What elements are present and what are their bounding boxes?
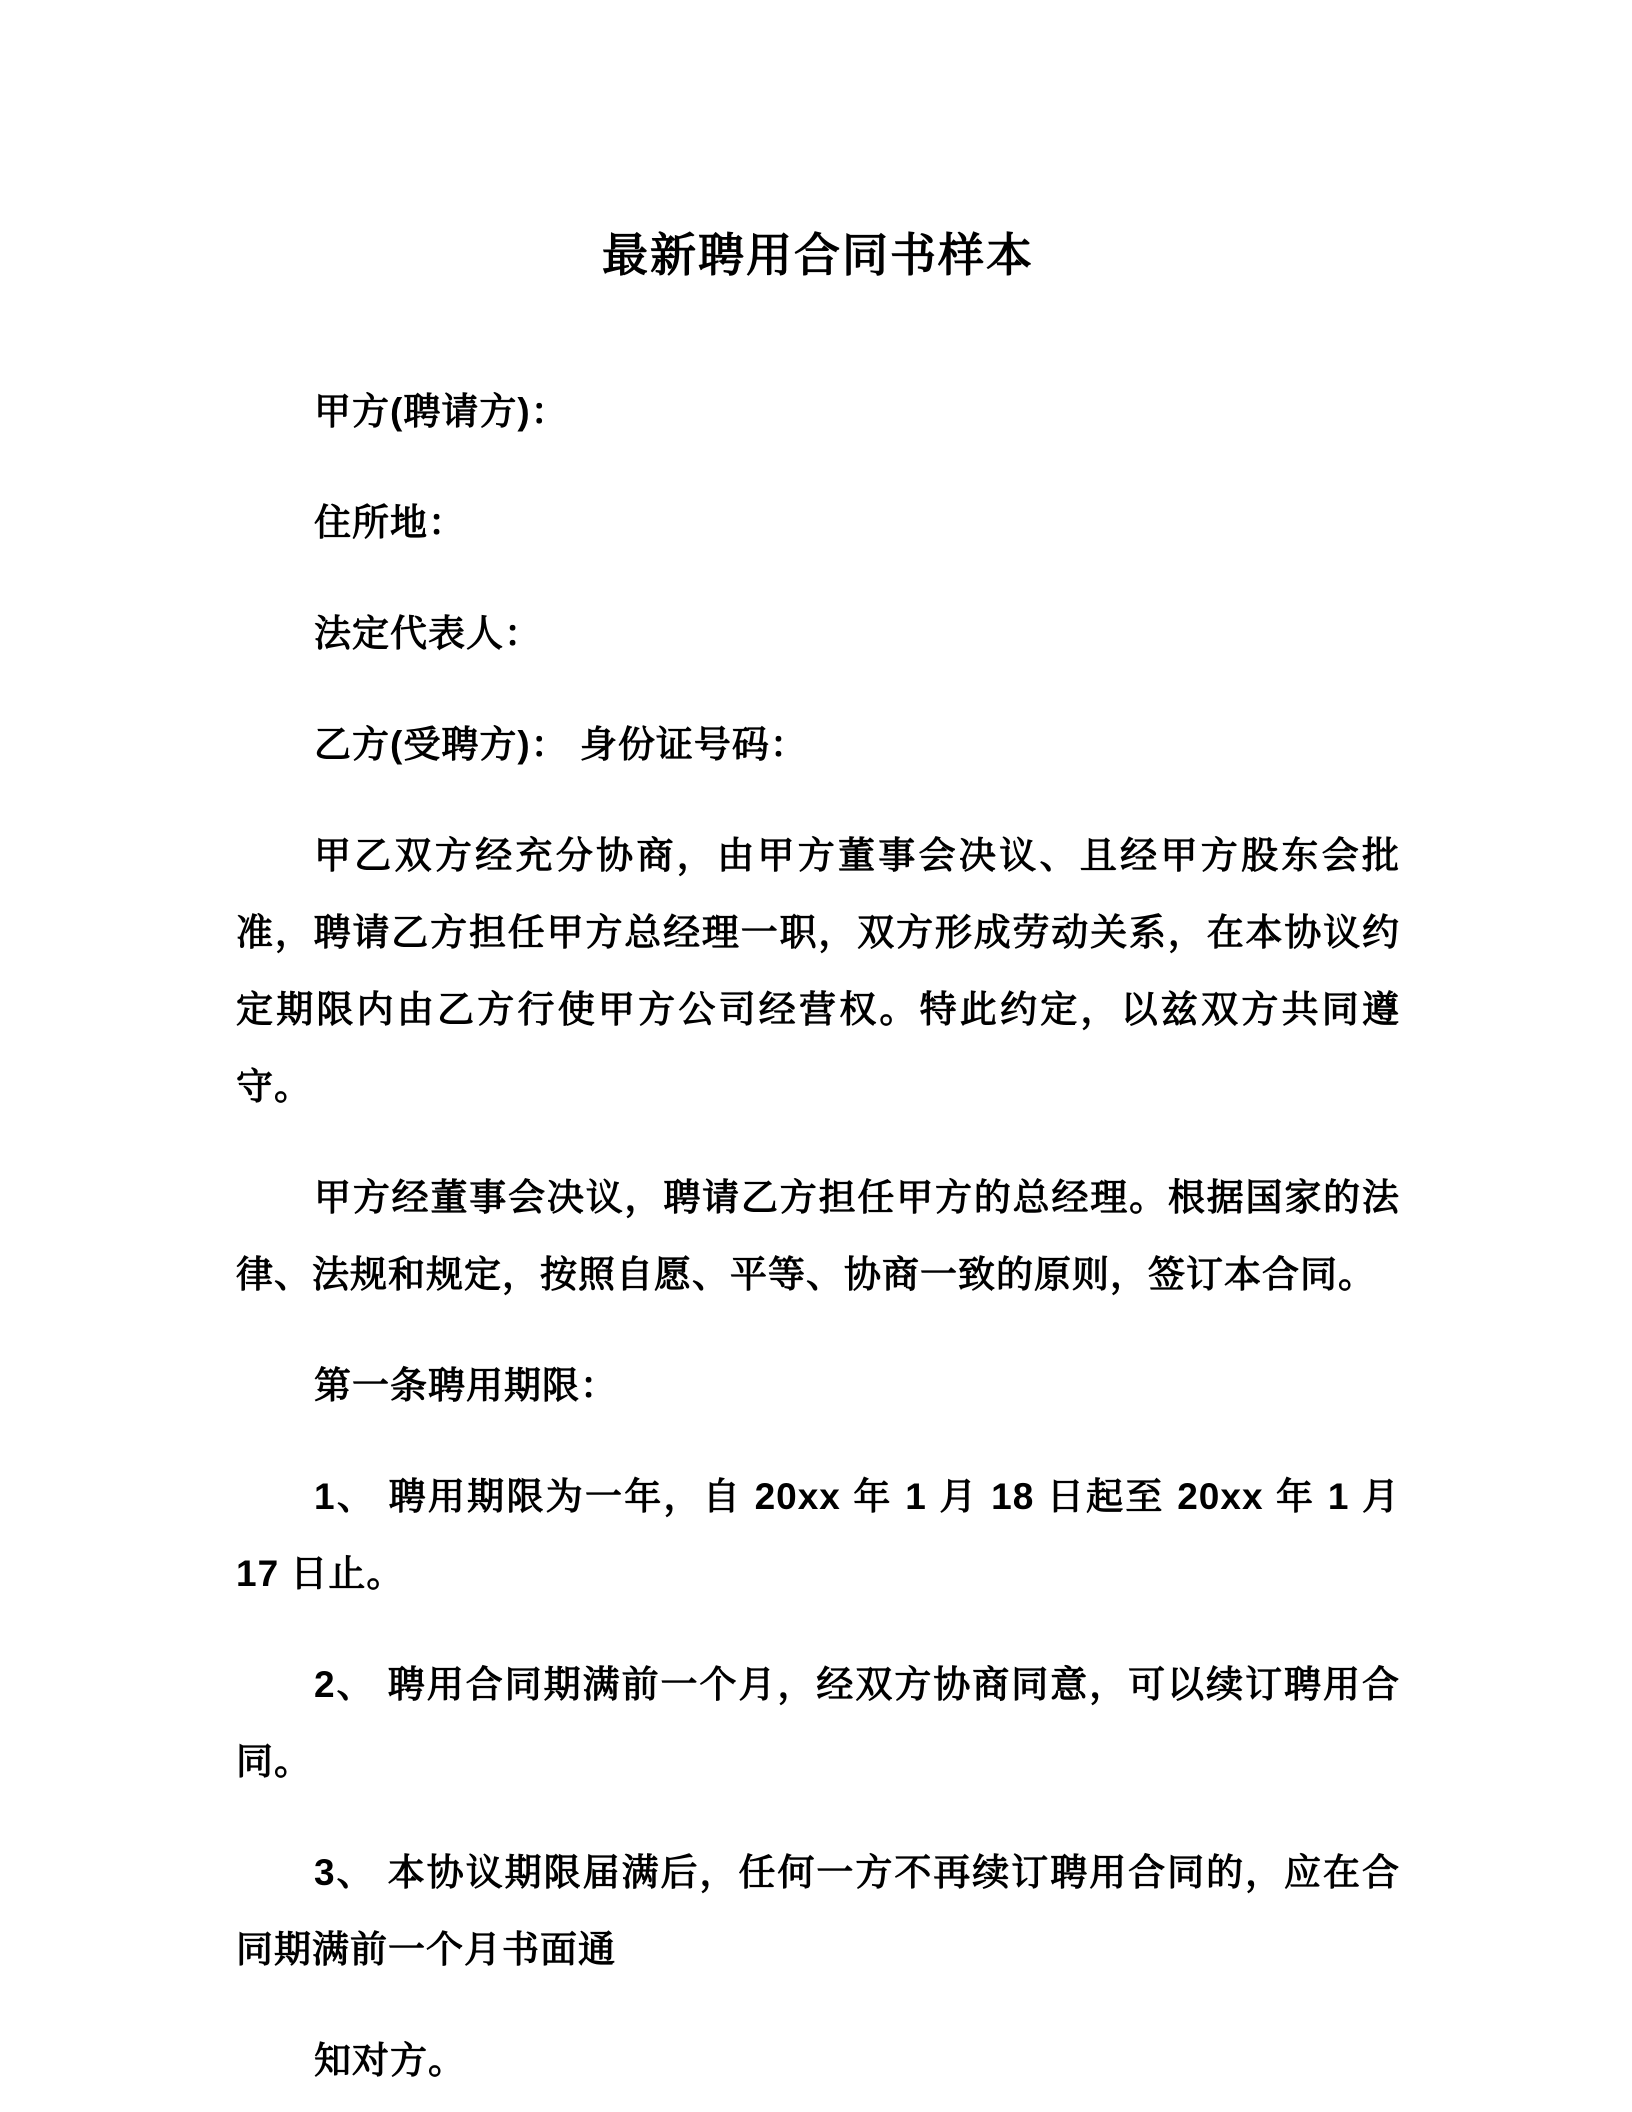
article-1-heading: 第一条聘用期限： <box>314 1365 618 1406</box>
address-line: 住所地： <box>314 502 466 543</box>
term-item-3: 3、 本协议期限届满后，任何一方不再续订聘用合同的，应在合同期满前一个月书面通 <box>236 1852 1400 1970</box>
legal-representative-line: 法定代表人： <box>314 613 542 654</box>
intro-paragraph: 甲乙双方经充分协商，由甲方董事会决议、且经甲方股东会批准，聘请乙方担任甲方总经理一职，双方形成劳动关系，在本协议约定期限内由乙方行使甲方公司经营权。特此约定，以兹双方共同遵守。 <box>236 835 1400 1107</box>
document-title: 最新聘用合同书样本 <box>602 229 1034 281</box>
party-b-line: 乙方(受聘方)： 身份证号码： <box>314 724 808 765</box>
party-a-line: 甲方(聘请方)： <box>314 391 569 432</box>
term-item-1: 1、 聘用期限为一年，自 20xx 年 1 月 18 日起至 20xx 年 1 月 17 日止。 <box>236 1476 1400 1594</box>
term-item-2: 2、 聘用合同期满前一个月，经双方协商同意，可以续订聘用合同。 <box>236 1664 1400 1782</box>
term-item-3-continuation: 知对方。 <box>314 2040 466 2081</box>
basis-paragraph: 甲方经董事会决议，聘请乙方担任甲方的总经理。根据国家的法律、法规和规定，按照自愿、平等、协商一致的原则，签订本合同。 <box>236 1177 1400 1295</box>
